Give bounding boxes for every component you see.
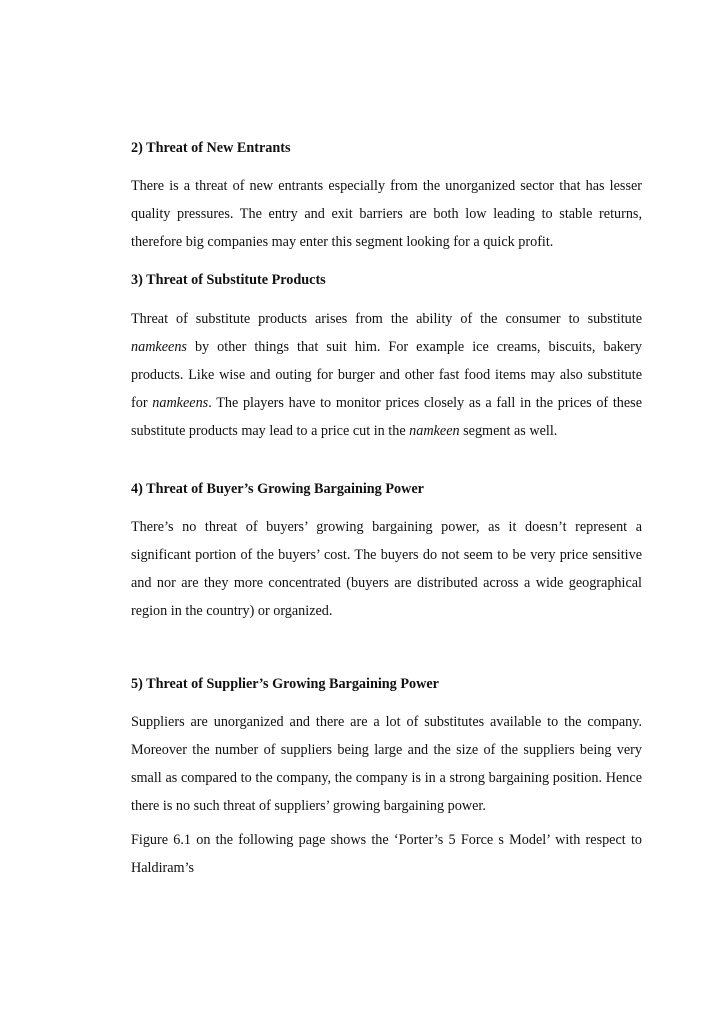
paragraph-figure-reference: Figure 6.1 on the following page shows the ‘Porter’s 5 Force s Model’ with respect to Haldiram’s bbox=[131, 832, 642, 876]
heading-substitute-products: 3) Threat of Substitute Products bbox=[131, 272, 326, 288]
paragraph-new-entrants: There is a threat of new entrants especially from the unorganized sector that has lesser quality pressures. The entry and exit barriers are both low leading to stable returns, therefore big companies may enter this segment looking for a quick profit. bbox=[131, 178, 642, 250]
italic-term: namkeen bbox=[409, 423, 460, 439]
heading-buyer-power: 4) Threat of Buyer’s Growing Bargaining Power bbox=[131, 481, 424, 497]
heading-supplier-power: 5) Threat of Supplier’s Growing Bargaining Power bbox=[131, 676, 439, 692]
paragraph-buyer-power: There’s no threat of buyers’ growing bargaining power, as it doesn’t represent a significant portion of the buyers’ cost. The buyers do not seem to be very price sensitive and nor are they more concentrated (buyers are distributed across a wide geographical region in the country) or organized. bbox=[131, 519, 642, 619]
italic-term: namkeens bbox=[152, 395, 209, 411]
paragraph-supplier-power: Suppliers are unorganized and there are a lot of substitutes available to the company. Moreover the number of suppliers being large and the size of the suppliers being very small as compared to the company, the company is in a strong bargaining position. Hence there is no such threat of suppliers’ growing bargaining power. bbox=[131, 714, 642, 814]
heading-new-entrants: 2) Threat of New Entrants bbox=[131, 140, 291, 156]
italic-term: namkeens bbox=[131, 339, 187, 355]
paragraph-substitute-products: Threat of substitute products arises from the ability of the consumer to substitute namkeens by other things that suit him. For example ice creams, biscuits, bakery products. Like wise and outing for burger and other fast food items may also substitute for namkeens. The players have to monitor prices closely as a fall in the prices of these substitute products may lead to a price cut in the namkeen segment as well. bbox=[131, 311, 643, 439]
